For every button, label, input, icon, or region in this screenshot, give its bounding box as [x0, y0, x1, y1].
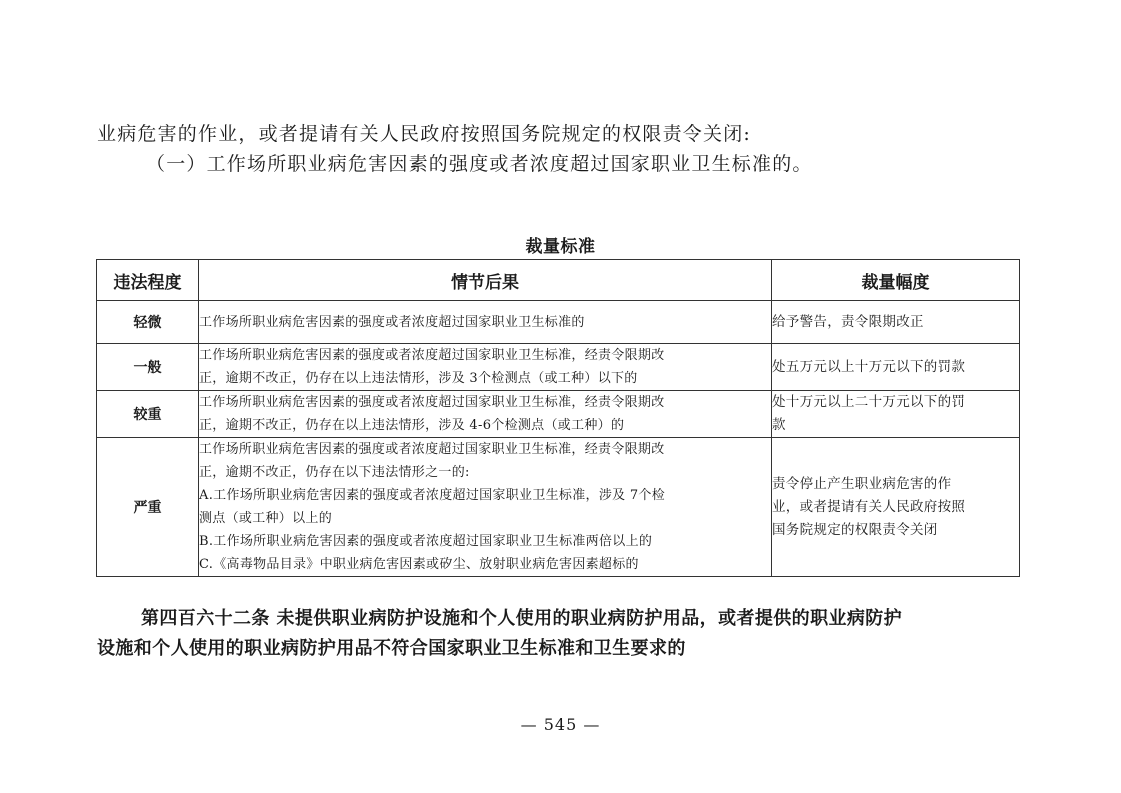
body-text-line-1: 业病危害的作业，或者提请有关人民政府按照国务院规定的权限责令关闭:	[97, 123, 752, 145]
level-cell: 较重	[97, 391, 199, 438]
table-title: 裁量标准	[525, 237, 596, 257]
circumstances-cell	[199, 344, 772, 391]
table-row-severe	[97, 438, 1020, 577]
table-header-row	[97, 260, 1020, 301]
level-cell: 轻微	[97, 301, 199, 344]
penalty-line: 国务院规定的权限责令关闭	[772, 521, 938, 538]
circumstances-line: 正，逾期不改正，仍存在以上违法情形，涉及 3个检测点（或工种）以下的	[199, 371, 638, 386]
penalty-line: 处十万元以上二十万元以下的罚	[772, 394, 966, 410]
table-row-minor	[97, 301, 1020, 344]
header-penalty: 裁量幅度	[772, 260, 1020, 301]
circumstances-line: B.工作场所职业病危害因素的强度或者浓度超过国家职业卫生标准两倍以上的	[199, 534, 653, 549]
circumstances-line: C.《高毒物品目录》中职业病危害因素或矽尘、放射职业病危害因素超标的	[199, 557, 639, 572]
table-row-general	[97, 344, 1020, 391]
penalty-cell	[772, 301, 1020, 344]
penalty-line: 给予警告，责令限期改正	[772, 313, 924, 330]
header-level: 违法程度	[97, 260, 199, 301]
circumstances-line: 正，逾期不改正，仍存在以下违法情形之一的:	[199, 465, 470, 480]
article-line-1: 第四百六十二条 未提供职业病防护设施和个人使用的职业病防护用品，或者提供的职业病防护	[141, 608, 903, 629]
circumstances-line: A.工作场所职业病危害因素的强度或者浓度超过国家职业卫生标准，涉及 7个检	[199, 488, 666, 503]
penalty-cell	[772, 438, 1020, 577]
circumstances-cell	[199, 391, 772, 438]
circumstances-line: 正，逾期不改正，仍存在以上违法情形，涉及 4-6个检测点（或工种）的	[199, 418, 625, 433]
penalty-standard-table	[96, 259, 1020, 577]
level-cell: 一般	[97, 344, 199, 391]
penalty-cell	[772, 344, 1020, 391]
penalty-line: 责令停止产生职业病危害的作	[772, 475, 952, 492]
table-row-serious	[97, 391, 1020, 438]
penalty-line: 业，或者提请有关人民政府按照	[772, 498, 966, 515]
level-cell: 严重	[97, 438, 199, 577]
penalty-line: 款	[772, 417, 786, 433]
circumstances-line: 工作场所职业病危害因素的强度或者浓度超过国家职业卫生标准的	[199, 314, 585, 330]
circumstances-line: 测点（或工种）以上的	[199, 511, 333, 526]
article-462	[97, 604, 1037, 664]
penalty-line: 处五万元以上十万元以下的罚款	[772, 358, 966, 375]
article-line-2: 设施和个人使用的职业病防护用品不符合国家职业卫生标准和卫生要求的	[97, 638, 686, 659]
page-number: — 545 —	[520, 715, 601, 734]
circumstances-cell	[199, 438, 772, 577]
circumstances-line: 工作场所职业病危害因素的强度或者浓度超过国家职业卫生标准，经责令限期改	[199, 395, 665, 410]
body-text-line-2: （一）工作场所职业病危害因素的强度或者浓度超过国家职业卫生标准的。	[146, 153, 813, 175]
header-circumstances: 情节后果	[199, 260, 772, 301]
circumstances-cell	[199, 301, 772, 344]
circumstances-line: 工作场所职业病危害因素的强度或者浓度超过国家职业卫生标准，经责令限期改	[199, 348, 665, 363]
circumstances-line: 工作场所职业病危害因素的强度或者浓度超过国家职业卫生标准，经责令限期改	[199, 442, 665, 457]
penalty-cell	[772, 391, 1020, 438]
